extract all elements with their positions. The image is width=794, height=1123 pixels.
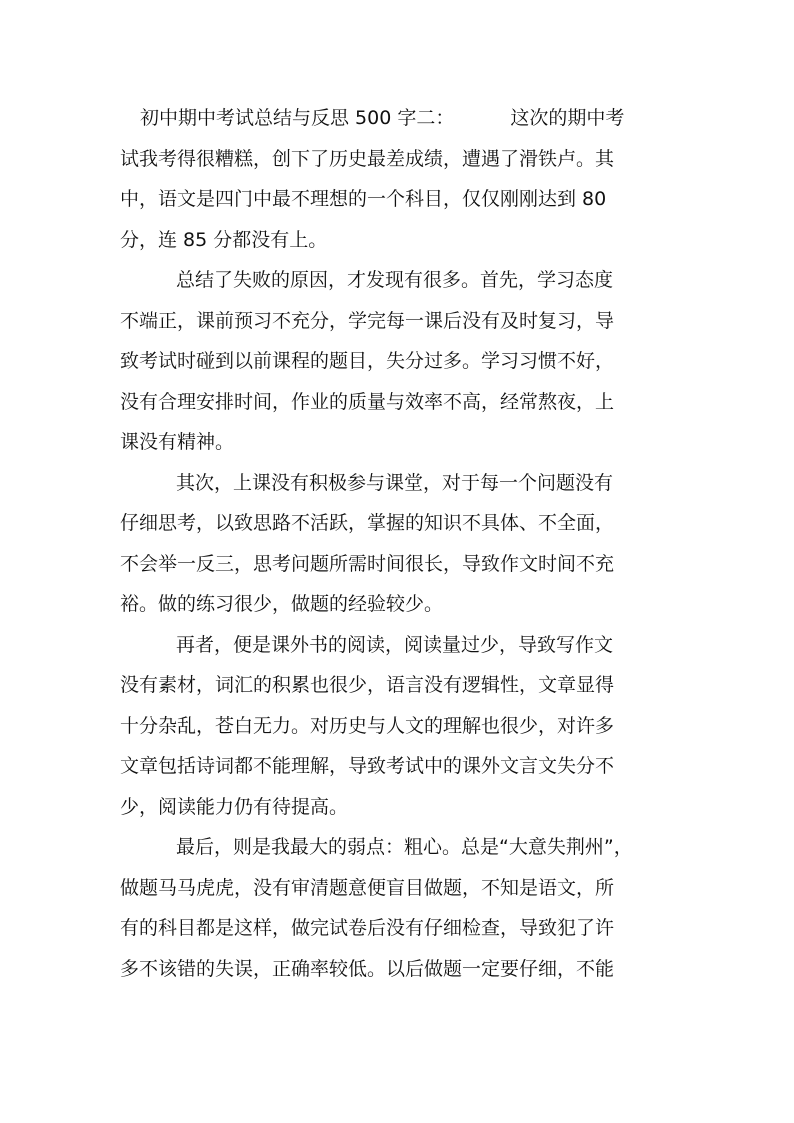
document-body — [120, 98, 680, 989]
text-line: 致考试时碰到以前课程的题目，失分过多。学习习惯不好， — [120, 350, 615, 372]
text-line: 十分杂乱，苍白无力。对历史与人文的理解也很少，对许多 — [120, 714, 615, 737]
text-line: 不会举一反三，思考问题所需时间很长，导致作文时间不充 — [120, 552, 615, 575]
text-line: 没有合理安排时间，作业的质量与效率不高，经常熬夜，上 — [120, 390, 615, 413]
text-line: 少，阅读能力仍有待提高。 — [120, 795, 349, 818]
paragraph-first-line: 再者，便是课外书的阅读，阅读量过少，导致写作文 — [176, 633, 614, 656]
paragraph-first-line: 最后，则是我最大的弱点：粗心。总是“大意失荆州”， — [176, 836, 633, 858]
text-line: 多不该错的失误，正确率较低。以后做题一定要仔细，不能 — [120, 957, 615, 980]
text-line: 裕。做的练习很少，做题的经验较少。 — [120, 593, 444, 615]
text-line: 中，语文是四门中最不理想的一个科目，仅仅刚刚达到 80 — [120, 188, 607, 210]
paragraph-first-line: 总结了失败的原因，才发现有很多。首先，学习态度 — [176, 269, 614, 291]
paragraph-first-line: 其次，上课没有积极参与课堂，对于每一个问题没有 — [176, 471, 614, 494]
text-line: 课没有精神。 — [120, 431, 235, 453]
text-line — [120, 98, 680, 139]
text-line: 有的科目都是这样，做完试卷后没有仔细检查，导致犯了许 — [120, 917, 615, 939]
text-line: 仔细思考，以致思路不活跃，掌握的知识不具体、不全面， — [120, 512, 615, 534]
text-line: 试我考得很糟糕，创下了历史最差成绩，遭遇了滑铁卢。其 — [120, 147, 615, 170]
text-line: 没有素材，词汇的积累也很少，语言没有逻辑性，文章显得 — [120, 674, 615, 696]
text-line: 分，连 85 分都没有上。 — [120, 228, 328, 251]
text-line: 文章包括诗词都不能理解，导致考试中的课外文言文失分不 — [120, 755, 615, 777]
text-line: 不端正，课前预习不充分，学完每一课后没有及时复习，导 — [120, 309, 615, 332]
text-line: 做题马马虎虎，没有审清题意便盲目做题，不知是语文，所 — [120, 876, 615, 899]
text-line-content: 这次的期中考 — [510, 107, 625, 129]
document-title: 初中期中考试总结与反思 500 字二： — [140, 107, 455, 129]
